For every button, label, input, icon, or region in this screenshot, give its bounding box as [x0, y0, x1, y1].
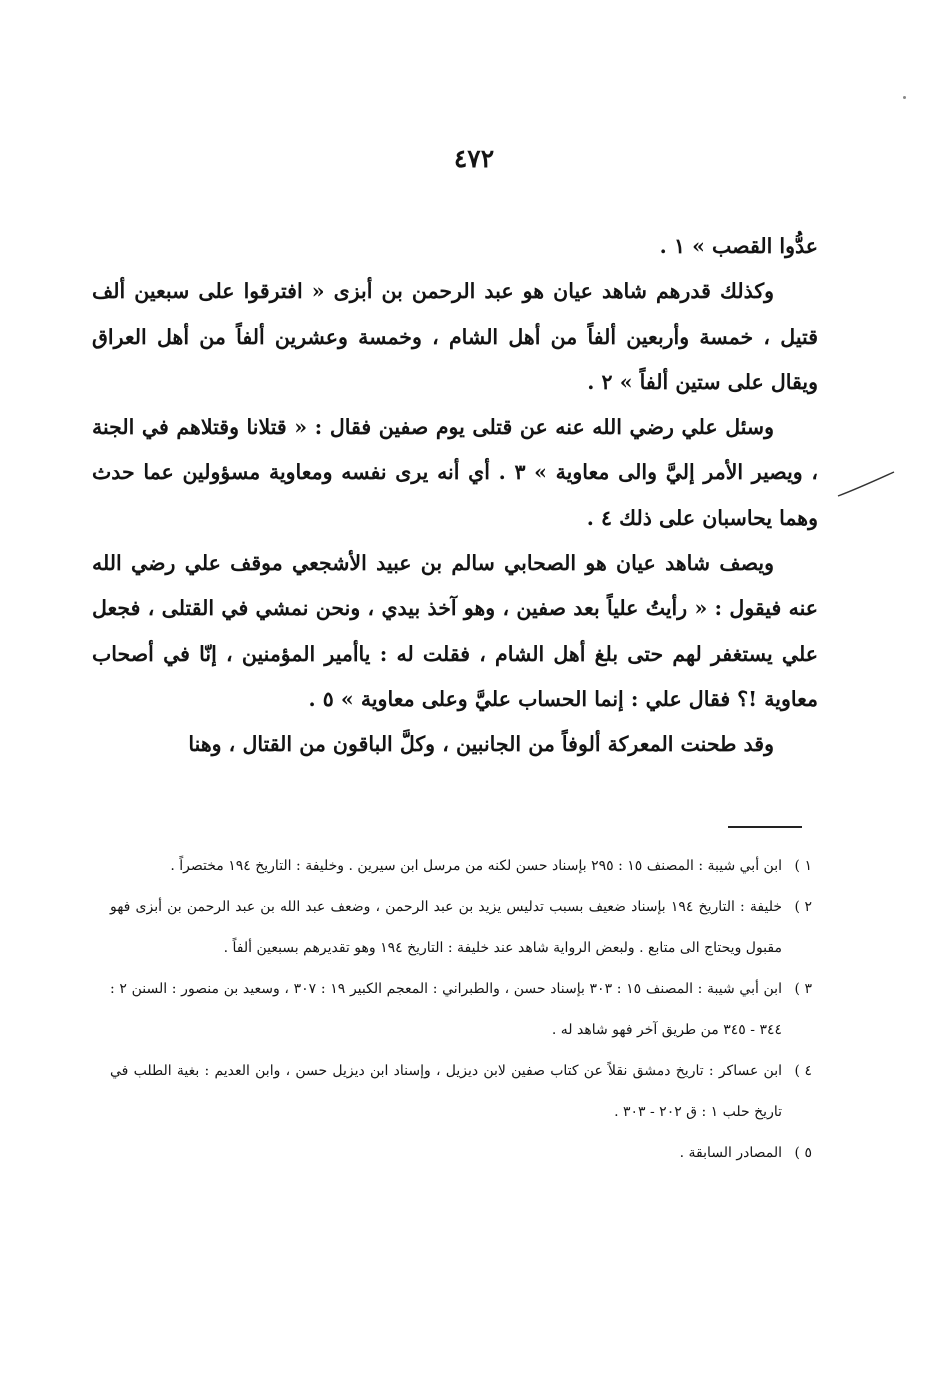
footnote-text: خليفة : التاريخ ١٩٤ بإسناد ضعيف بسبب تدليس يزيد بن عبد الرحمن ، وضعف عبد الله بن عبد الرحمن بن أبزى فهو مقبول ويحتاج الى متابع . ولبعض الرواية شاهد عند خليفة : التاريخ ١٩٤ وهو تقديرهم بسبعين ألفاً .	[110, 899, 782, 956]
footnote-number: ٤ )	[794, 1063, 812, 1079]
paragraph-5: وقد طحنت المعركة ألوفاً من الجانبين ، وكلَّ الباقون من القتال ، وهنا	[188, 732, 774, 757]
footnotes	[110, 846, 812, 1174]
footnote-number: ٣ )	[794, 981, 812, 997]
scan-dot	[903, 96, 906, 99]
footnote-number: ٥ )	[794, 1145, 812, 1161]
main-text	[92, 224, 818, 768]
footnote-3	[110, 969, 812, 1051]
paragraph-1: عدُّوا القصب » ١ .	[659, 234, 818, 258]
pen-margin-mark	[836, 470, 896, 500]
footnote-number: ٢ )	[794, 899, 812, 915]
paragraph-2: وكذلك قدرهم شاهد عيان هو عبد الرحمن بن أبزى « افترقوا على سبعين ألف قتيل ، خمسة وأربعين ألفاً من أهل الشام ، وخمسة وعشرين ألفاً من أهل العراق ويقال على ستين ألفاً » ٢ .	[92, 279, 818, 394]
footnote-number: ١ )	[794, 858, 812, 874]
footnote-text: ابن أبي شيبة : المصنف ١٥ : ٣٠٣ بإسناد حسن ، والطبراني : المعجم الكبير ١٩ : ٣٠٧ ، وسعيد بن منصور : السنن ٢ : ٣٤٤ - ٣٤٥ من طريق آخر فهو شاهد له .	[110, 981, 782, 1038]
footnote-text: المصادر السابقة .	[679, 1145, 782, 1161]
page-number: ٤٧٢	[453, 144, 495, 173]
paragraph-4: ويصف شاهد عيان هو الصحابي سالم بن عبيد الأشجعي موقف علي رضي الله عنه فيقول : « رأيتُ علياً بعد صفين ، وهو آخذ بيدي ، ونحن نمشي في القتلى ، فجعل علي يستغفر لهم حتى بلغ أهل الشام ، فقلت له : ياأمير المؤمنين ، إنّا في أصحاب معاوية !؟ فقال علي : إنما الحساب عليَّ وعلى معاوية » ٥ .	[92, 551, 818, 711]
footnote-separator	[728, 826, 802, 828]
footnote-1	[110, 846, 812, 887]
footnote-text: ابن أبي شيبة : المصنف ١٥ : ٢٩٥ بإسناد حسن لكنه من مرسل ابن سيرين . وخليفة : التاريخ ١٩٤ مختصراً .	[170, 858, 782, 874]
footnote-text: ابن عساكر : تاريخ دمشق نقلاً عن كتاب صفين لابن ديزيل ، وإسناد ابن ديزيل حسن ، وابن العديم : بغية الطلب في تاريخ حلب ١ : ق ٢٠٢ - ٣٠٣ .	[110, 1063, 782, 1120]
footnote-5	[110, 1133, 812, 1174]
paragraph-3: وسئل علي رضي الله عنه عن قتلى يوم صفين فقال : « قتلانا وقتلاهم في الجنة ، ويصير الأمر إليَّ والى معاوية » ٣ . أي أنه يرى نفسه ومعاوية مسؤولين عما حدث وهما يحاسبان على ذلك ٤ .	[92, 415, 818, 530]
footnote-2	[110, 887, 812, 969]
footnote-4	[110, 1051, 812, 1133]
